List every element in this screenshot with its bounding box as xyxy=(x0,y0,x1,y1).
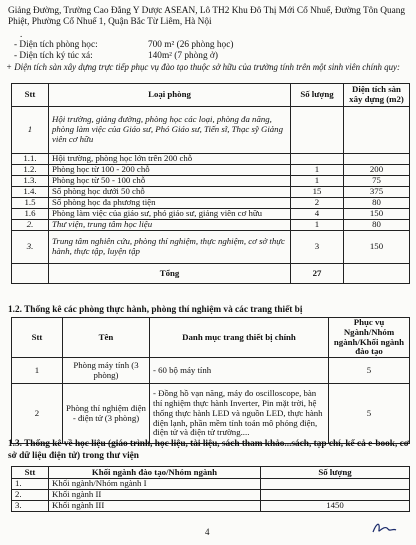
row-area: 80 xyxy=(344,198,410,209)
col-field: Phục vụ Ngành/Nhóm ngành/Khối ngành đào tạo xyxy=(329,318,410,358)
table-row xyxy=(12,165,410,176)
row-stt: 1.2. xyxy=(12,165,49,176)
row-area xyxy=(344,107,410,154)
row-name: Phòng thí nghiệm điện - điện tử (3 phòng) xyxy=(63,384,150,444)
col-equipment: Danh mục trang thiết bị chính xyxy=(150,318,329,358)
row-qty: 3 xyxy=(291,231,344,264)
address-line: Giảng Đường, Trường Cao Đẳng Y Dược ASEAN, Lô TH2 Khu Đô Thị Mới Cổ Nhuế, Đường Tôn Quang Phiệt, Phường Cổ Nhuế 1, Quận Bắc Từ Liêm, Hà Nội xyxy=(8,6,406,28)
table-row xyxy=(12,358,410,384)
row-stt: 1.1. xyxy=(12,154,49,165)
row-name: Số phòng học đa phương tiện xyxy=(49,198,291,209)
col-stt: Stt xyxy=(12,84,49,107)
row-stt: 1.5 xyxy=(12,198,49,209)
row-stt: 2. xyxy=(12,220,49,231)
table-row xyxy=(12,231,410,264)
row-name: Khối ngành II xyxy=(49,490,261,501)
row-stt: 2 xyxy=(12,384,63,444)
row-qty xyxy=(261,490,410,501)
row-stt: 1 xyxy=(12,107,49,154)
row-qty: 15 xyxy=(291,187,344,198)
dormitory-area-value: 140m² (7 phòng ở) xyxy=(148,51,218,61)
row-name: Khối ngành/Nhóm ngành I xyxy=(49,479,261,490)
row-name: Hội trường, phòng học lớn trên 200 chỗ xyxy=(49,154,291,165)
row-field: 5 xyxy=(329,358,410,384)
row-name: Phòng làm việc của giáo sư, phó giáo sư, giảng viên cơ hữu xyxy=(49,209,291,220)
col-room-type: Loại phòng xyxy=(49,84,291,107)
col-stt: Stt xyxy=(12,318,63,358)
row-area: 150 xyxy=(344,209,410,220)
col-quantity: Số lượng xyxy=(291,84,344,107)
col-name: Tên xyxy=(63,318,150,358)
row-qty xyxy=(291,154,344,165)
row-area: 150 xyxy=(344,231,410,264)
room-table xyxy=(11,83,410,284)
table-row xyxy=(12,187,410,198)
table-row xyxy=(12,220,410,231)
section-title-equipment: 1.2. Thống kê các phòng thực hành, phòng thí nghiệm và các trang thiết bị xyxy=(8,305,303,315)
row-name: Trung tâm nghiên cứu, phòng thí nghiệm, thực nghiệm, cơ sở thực hành, thực tập, luyện tập xyxy=(49,231,291,264)
row-name: Hội trường, giảng đường, phòng học các loại, phòng đa năng, phòng làm việc của Giáo sư, Phó Giáo sư, Tiến sĩ, Thạc sỹ Giảng viên cơ hữu xyxy=(49,107,291,154)
row-stt: 3. xyxy=(12,231,49,264)
row-qty: 4 xyxy=(291,209,344,220)
stray-dot: . xyxy=(20,29,23,39)
lab-table xyxy=(11,317,410,444)
table-row xyxy=(12,107,410,154)
classroom-area-value: 700 m² (26 phòng học) xyxy=(148,40,234,50)
row-stt: 1.4. xyxy=(12,187,49,198)
row-name: Số phòng học dưới 50 chỗ xyxy=(49,187,291,198)
classroom-area-label: - Diện tích phòng học: xyxy=(14,40,98,50)
row-name: Phòng học từ 50 - 100 chỗ xyxy=(49,176,291,187)
floor-area-note: + Diện tích sàn xây dựng trực tiếp phục vụ đào tạo thuộc sở hữu của trường tính trên một sinh viên chính quy: xyxy=(6,62,400,72)
row-field: 5 xyxy=(329,384,410,444)
col-floor-area: Diện tích sàn xây dựng (m2) xyxy=(344,84,410,107)
row-qty xyxy=(291,107,344,154)
col-stt: Stt xyxy=(12,467,49,479)
total-label: Tổng xyxy=(49,264,291,284)
table-row xyxy=(12,501,410,512)
total-value: 27 xyxy=(291,264,344,284)
row-area: 75 xyxy=(344,176,410,187)
row-name: Thư viện, trung tâm học liệu xyxy=(49,220,291,231)
total-row xyxy=(12,264,410,284)
row-stt: 1. xyxy=(12,479,49,490)
row-stt: 1.3. xyxy=(12,176,49,187)
signature-mark xyxy=(370,520,398,536)
row-qty: 1 xyxy=(291,220,344,231)
row-name: Phòng học từ 100 - 200 chỗ xyxy=(49,165,291,176)
row-equipment: - 60 bộ máy tính xyxy=(150,358,329,384)
row-name: Phòng máy tính (3 phòng) xyxy=(63,358,150,384)
row-qty: 1 xyxy=(291,165,344,176)
table-row xyxy=(12,490,410,501)
row-qty: 2 xyxy=(291,198,344,209)
table-row xyxy=(12,176,410,187)
col-quantity: Số lượng xyxy=(261,467,410,479)
row-stt: 3. xyxy=(12,501,49,512)
dormitory-area-label: - Diện tích ký túc xá: xyxy=(14,51,93,61)
intro-text xyxy=(8,6,410,28)
table-row xyxy=(12,384,410,444)
row-qty: 1 xyxy=(291,176,344,187)
row-qty: 1450 xyxy=(261,501,410,512)
table-row xyxy=(12,154,410,165)
row-equipment: - Đồng hồ vạn năng, máy đo oscilloscope, bàn thí nghiệm thực hành Inverter, Pin mặt trời, hệ thống thực hành LED và nguồn LED, thực hành điện lạnh, phần mềm tính toán mô phỏng điện, điện tử và điện tử trường.... xyxy=(150,384,329,444)
section-title-library: 1.3. Thống kê về học liệu (giáo trình, học liệu, tài liệu, sách tham khảo...sách, tạp chí, kể cả e-book, cơ sở dữ liệu điện tử) trong thư viện xyxy=(8,439,409,461)
table-row xyxy=(12,198,410,209)
table-row xyxy=(12,209,410,220)
row-stt: 2. xyxy=(12,490,49,501)
library-table xyxy=(11,466,410,512)
row-stt: 1 xyxy=(12,358,63,384)
row-qty xyxy=(261,479,410,490)
row-name: Khối ngành III xyxy=(49,501,261,512)
table-row xyxy=(12,479,410,490)
row-area: 200 xyxy=(344,165,410,176)
row-stt: 1.6 xyxy=(12,209,49,220)
page-number: 4 xyxy=(205,527,210,537)
row-area: 80 xyxy=(344,220,410,231)
row-area xyxy=(344,154,410,165)
row-area: 375 xyxy=(344,187,410,198)
col-field-group: Khối ngành đào tạo/Nhóm ngành xyxy=(49,467,261,479)
